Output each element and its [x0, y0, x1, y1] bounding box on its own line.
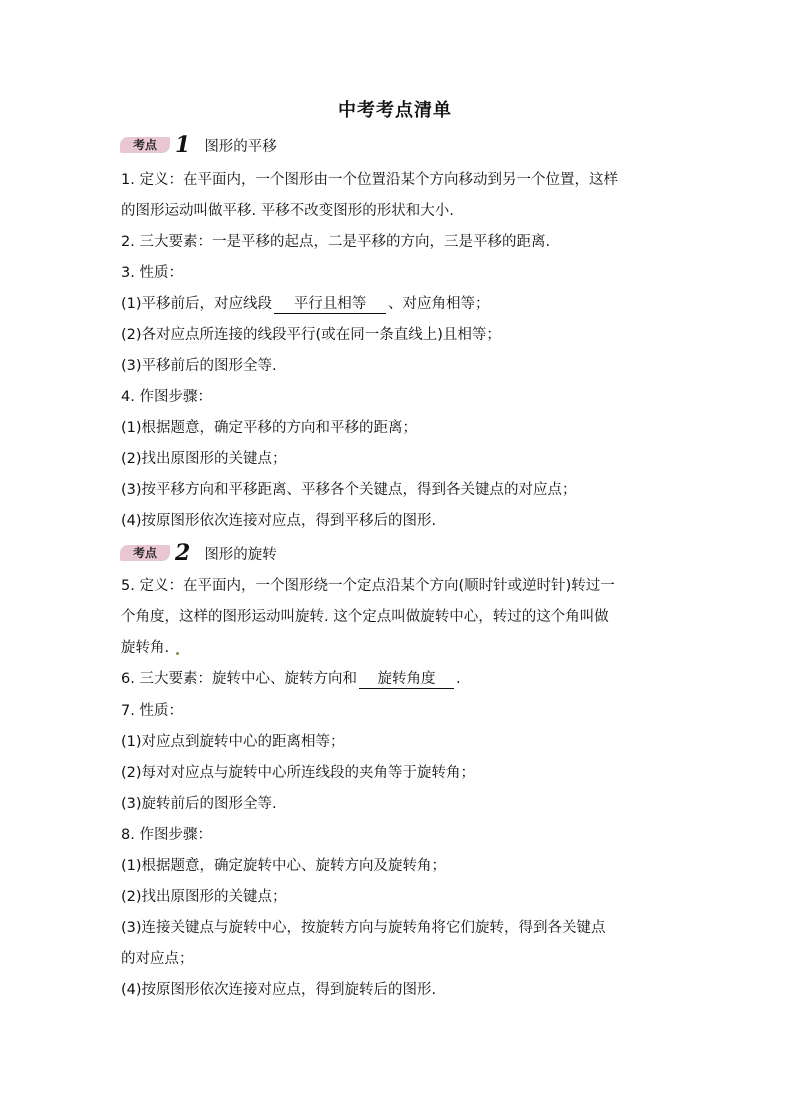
section-number: 1: [175, 132, 191, 158]
text-line: 4. 作图步骤：: [121, 389, 212, 405]
text-line: (3)平移前后的图形全等.: [121, 358, 277, 374]
text-segment: 6. 三大要素：旋转中心、旋转方向和: [121, 671, 357, 687]
section-heading-rotation: [120, 542, 277, 564]
text-line: (1)根据题意，确定平移的方向和平移的距离；: [121, 420, 418, 436]
text-line: (1)对应点到旋转中心的距离相等；: [121, 734, 345, 750]
text-line: 8. 作图步骤：: [121, 827, 212, 843]
text-line: (2)找出原图形的关键点；: [121, 451, 287, 467]
text-line: 1. 定义：在平面内，一个图形由一个位置沿某个方向移动到另一个位置，这样: [121, 172, 618, 188]
text-line: 7. 性质：: [121, 703, 183, 719]
text-segment: .: [455, 671, 461, 687]
text-segment: (1)平移前后，对应线段: [121, 296, 273, 312]
text-line: 2. 三大要素：一是平移的起点，二是平移的方向，三是平移的距离.: [121, 234, 551, 250]
answer-blank: 平行且相等: [274, 295, 386, 314]
text-line: 的图形运动叫做平移. 平移不改变图形的形状和大小.: [121, 203, 454, 219]
text-line: (4)按原图形依次连接对应点，得到平移后的图形.: [121, 513, 437, 529]
text-line: (2)找出原图形的关键点；: [121, 889, 287, 905]
text-line: (3)连接关键点与旋转中心，按旋转方向与旋转角将它们旋转，得到各关键点: [121, 920, 606, 936]
text-line: (2)各对应点所连接的线段平行(或在同一条直线上)且相等；: [121, 327, 501, 343]
text-line: 旋转角.: [121, 640, 170, 656]
text-line: (3)按平移方向和平移距离、平移各个关键点，得到各关键点的对应点；: [121, 482, 577, 498]
text-segment: 、对应角相等；: [388, 296, 490, 312]
answer-blank: 旋转角度: [359, 670, 454, 689]
text-line: 的对应点；: [121, 951, 194, 967]
text-line: (3)旋转前后的图形全等.: [121, 796, 277, 812]
section-title: 图形的平移: [204, 138, 277, 155]
page-title: 中考考点清单: [338, 100, 452, 121]
section-badge: 考点: [120, 137, 170, 153]
fill-blank-line: [121, 669, 681, 689]
section-heading-translation: [120, 134, 277, 156]
section-number: 2: [175, 540, 191, 566]
stray-dot: [176, 652, 179, 655]
text-line: (4)按原图形依次连接对应点，得到旋转后的图形.: [121, 982, 437, 998]
section-badge: 考点: [120, 545, 170, 561]
text-line: 个角度，这样的图形运动叫旋转. 这个定点叫做旋转中心，转过的这个角叫做: [121, 609, 609, 625]
text-line: 5. 定义：在平面内，一个图形绕一个定点沿某个方向(顺时针或逆时针)转过一: [121, 578, 615, 594]
fill-blank-line: [121, 294, 681, 314]
text-line: (1)根据题意，确定旋转中心、旋转方向及旋转角；: [121, 858, 447, 874]
text-line: (2)每对对应点与旋转中心所连线段的夹角等于旋转角；: [121, 765, 476, 781]
section-title: 图形的旋转: [204, 546, 277, 563]
text-line: 3. 性质：: [121, 265, 183, 281]
